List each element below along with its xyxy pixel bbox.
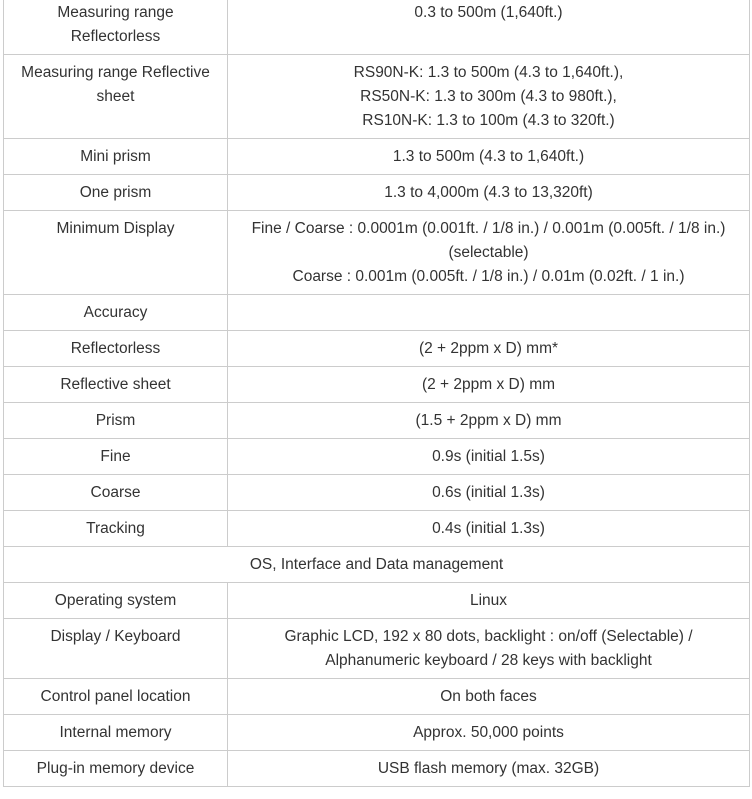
spec-label: Internal memory — [4, 715, 228, 751]
table-row — [4, 175, 750, 211]
spec-label: Mini prism — [4, 139, 228, 175]
spec-value: Linux — [228, 583, 750, 619]
table-row — [4, 439, 750, 475]
spec-label: Reflectorless — [4, 331, 228, 367]
spec-label: Prism — [4, 403, 228, 439]
spec-label: Control panel location — [4, 679, 228, 715]
spec-value: (2 + 2ppm x D) mm — [228, 367, 750, 403]
spec-value: Approx. 50,000 points — [228, 715, 750, 751]
spec-value: 0.4s (initial 1.3s) — [228, 511, 750, 547]
spec-value: Fine / Coarse : 0.0001m (0.001ft. / 1/8 in.) / 0.001m (0.005ft. / 1/8 in.) (selectable) Coarse : 0.001m (0.005ft. / 1/8 in.) / 0.01m (0.02ft. / 1 in.) — [228, 211, 750, 295]
table-row — [4, 751, 750, 787]
spec-label: Display / Keyboard — [4, 619, 228, 679]
spec-value: RS90N-K: 1.3 to 500m (4.3 to 1,640ft.), RS50N-K: 1.3 to 300m (4.3 to 980ft.), RS10N-K: 1.3 to 100m (4.3 to 320ft.) — [228, 55, 750, 139]
spec-label: Coarse — [4, 475, 228, 511]
spec-label: Measuring range Reflective sheet — [4, 55, 228, 139]
spec-value: 0.9s (initial 1.5s) — [228, 439, 750, 475]
table-row — [4, 475, 750, 511]
spec-value: On both faces — [228, 679, 750, 715]
spec-label: Tracking — [4, 511, 228, 547]
spec-label: Accuracy — [4, 295, 228, 331]
spec-value: (1.5 + 2ppm x D) mm — [228, 403, 750, 439]
spec-label: Reflective sheet — [4, 367, 228, 403]
spec-value: (2 + 2ppm x D) mm* — [228, 331, 750, 367]
table-row — [4, 715, 750, 751]
spec-label: Minimum Display — [4, 211, 228, 295]
specifications-table — [3, 0, 750, 787]
table-row — [4, 0, 750, 55]
table-row — [4, 211, 750, 295]
table-row — [4, 583, 750, 619]
table-row — [4, 511, 750, 547]
table-row — [4, 139, 750, 175]
spec-value: Graphic LCD, 192 x 80 dots, backlight : on/off (Selectable) / Alphanumeric keyboard / 28 keys with backlight — [228, 619, 750, 679]
table-row — [4, 679, 750, 715]
table-row — [4, 403, 750, 439]
table-row — [4, 331, 750, 367]
table-row — [4, 619, 750, 679]
spec-value: 1.3 to 4,000m (4.3 to 13,320ft) — [228, 175, 750, 211]
spec-label: One prism — [4, 175, 228, 211]
spec-label: Plug-in memory device — [4, 751, 228, 787]
table-row — [4, 55, 750, 139]
spec-value: 0.3 to 500m (1,640ft.) — [228, 0, 750, 55]
spec-label: Measuring range Reflectorless — [4, 0, 228, 55]
spec-label: Operating system — [4, 583, 228, 619]
section-header: OS, Interface and Data management — [4, 547, 750, 583]
specifications-table-body — [4, 0, 750, 787]
spec-label: Fine — [4, 439, 228, 475]
section-header-row — [4, 547, 750, 583]
spec-value: 1.3 to 500m (4.3 to 1,640ft.) — [228, 139, 750, 175]
table-row — [4, 295, 750, 331]
spec-value: 0.6s (initial 1.3s) — [228, 475, 750, 511]
spec-value: USB flash memory (max. 32GB) — [228, 751, 750, 787]
table-row — [4, 367, 750, 403]
spec-value — [228, 295, 750, 331]
